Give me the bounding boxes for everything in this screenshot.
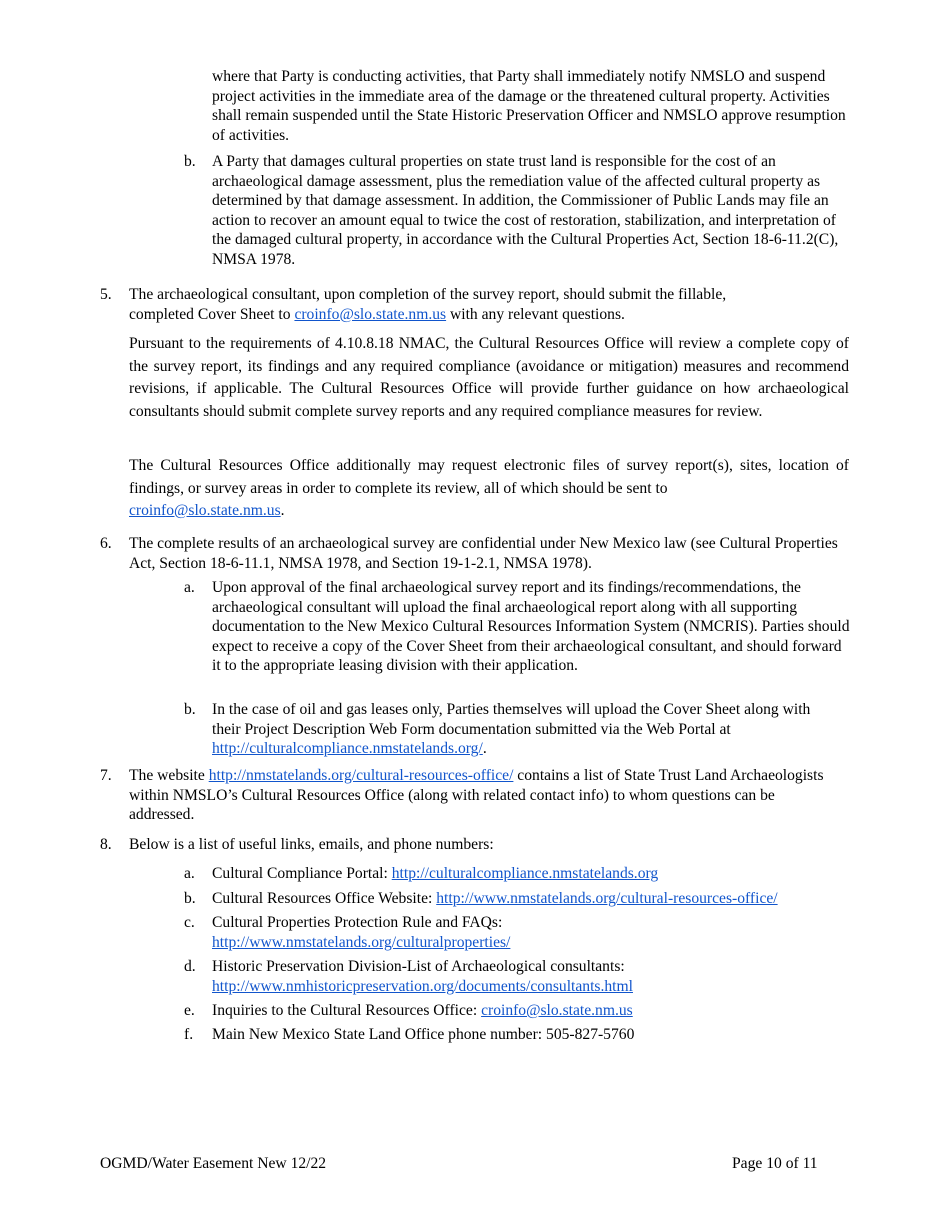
footer-left: OGMD/Water Easement New 12/22	[100, 1155, 327, 1172]
cro-website-link[interactable]: http://www.nmstatelands.org/cultural-resources-office/	[436, 890, 778, 907]
item-6b-label: b.	[184, 701, 196, 718]
item-5-para2	[129, 455, 849, 500]
item-8d-text	[212, 957, 633, 996]
item-5-para2-end: .	[280, 502, 285, 519]
item-7-post: contains a list of State Trust Land Archaeologists within NMSLO’s Cultural Resources Office (along with related contact info) to whom questions can be addressed.	[129, 767, 824, 824]
item-8a-label: a.	[184, 865, 195, 882]
item-5-para2-email-line	[129, 500, 285, 523]
item-8b-label: b.	[184, 890, 196, 907]
item-6b-text: In the case of oil and gas leases only, Parties themselves will upload the Cover Sheet along with their Project Description Web Form documentation submitted via the Web Portal at	[212, 701, 811, 738]
portal-link[interactable]: http://culturalcompliance.nmstatelands.org/	[212, 740, 483, 757]
item-8a-desc: Cultural Compliance Portal:	[212, 865, 392, 882]
item-8f-text: Main New Mexico State Land Office phone number: 505-827-5760	[212, 1026, 635, 1043]
footer-page-number: Page 10 of 11	[732, 1155, 818, 1172]
item-5-para1: Pursuant to the requirements of 4.10.8.18 NMAC, the Cultural Resources Office will review a complete copy of the survey report, its findings and any required compliance (avoidance or mitigation) measures and recommend revisions, if applicable. The Cultural Resources Office will provide further guidance on how archaeological consultants should submit complete survey reports and any required compliance measures for review.	[129, 335, 849, 420]
item-8-number: 8.	[100, 836, 112, 853]
item-6-number: 6.	[100, 535, 112, 552]
item-8e-desc: Inquiries to the Cultural Resources Office:	[212, 1002, 482, 1019]
cultural-properties-link[interactable]: http://www.nmstatelands.org/culturalproperties/	[212, 933, 511, 951]
item-5-line2-pre: completed Cover Sheet to	[129, 305, 295, 323]
item-8d-desc: Historic Preservation Division-List of Archaeological consultants:	[212, 958, 625, 975]
item-5-line2	[129, 305, 851, 325]
item-8e-label: e.	[184, 1002, 195, 1019]
item-4b-text: A Party that damages cultural properties on state trust land is responsible for the cost of an archaeological damage assessment, plus the remediation value of the affected cultural property as determined by that damage assessment. In addition, the Commissioner of Public Lands may file an action to recover an amount equal to twice the cost of restoration, stabilization, and interpretation of the damaged cultural property, in accordance with the Cultural Properties Act, Section 18-6-11.2(C), NMSA 1978.	[212, 153, 839, 268]
item-6a-text: Upon approval of the final archaeological survey report and its findings/recommendations, the archaeological consultant will upload the final archaeological report along with all supporting documentation to the New Mexico Cultural Resources Information System (NMCRIS). Parties should expect to receive a copy of the Cover Sheet from their archaeological consultant, and should forward it to the appropriate leasing division with their application.	[212, 579, 850, 675]
item-8b-text	[212, 889, 778, 909]
item-8b-desc: Cultural Resources Office Website:	[212, 890, 437, 907]
item-4b-label: b.	[184, 153, 196, 170]
item-6b-link-line	[212, 739, 487, 759]
continuation-paragraph: where that Party is conducting activities, that Party shall immediately notify NMSLO and suspend project activities in the immediate area of the damage or the threatened cultural property. Activities shall remain suspended until the State Historic Preservation Officer and NMSLO approve resumption of activities.	[212, 68, 846, 144]
item-6b-end: .	[482, 740, 487, 757]
item-8c-text	[212, 913, 510, 952]
item-8e-text	[212, 1001, 633, 1021]
email-link[interactable]: croinfo@slo.state.nm.us	[481, 1002, 633, 1019]
item-7-pre: The website	[129, 767, 209, 784]
cro-website-link[interactable]: http://nmstatelands.org/cultural-resources-office/	[208, 767, 514, 784]
item-8f-label: f.	[184, 1026, 194, 1043]
item-8c-label: c.	[184, 914, 195, 931]
item-8d-label: d.	[184, 958, 196, 975]
compliance-portal-link[interactable]: http://culturalcompliance.nmstatelands.org	[391, 865, 659, 882]
email-link[interactable]: croinfo@slo.state.nm.us	[129, 502, 281, 519]
item-8-text: Below is a list of useful links, emails, and phone numbers:	[129, 836, 494, 853]
item-6a-label: a.	[184, 579, 195, 596]
item-5-number: 5.	[100, 286, 112, 303]
item-6-text: The complete results of an archaeological survey are confidential under New Mexico law (see Cultural Properties Act, Section 18-6-11.1, NMSA 1978, and Section 19-1-2.1, NMSA 1978).	[129, 535, 838, 572]
item-7-text	[129, 766, 841, 825]
item-7-number: 7.	[100, 767, 112, 784]
item-5-para2-text: The Cultural Resources Office additionally may request electronic files of survey report(s), sites, location of findings, or survey areas in order to complete its review, all of which should be sent to	[129, 457, 849, 497]
item-8c-desc: Cultural Properties Protection Rule and FAQs:	[212, 914, 503, 931]
email-link[interactable]: croinfo@slo.state.nm.us	[294, 305, 447, 323]
item-5-text	[129, 285, 851, 324]
item-5-line1: The archaeological consultant, upon completion of the survey report, should submit the fillable,	[129, 286, 727, 303]
item-8a-text	[212, 864, 658, 884]
item-5-line2-post: with any relevant questions.	[446, 305, 625, 323]
consultants-list-link[interactable]: http://www.nmhistoricpreservation.org/documents/consultants.html	[212, 977, 633, 995]
